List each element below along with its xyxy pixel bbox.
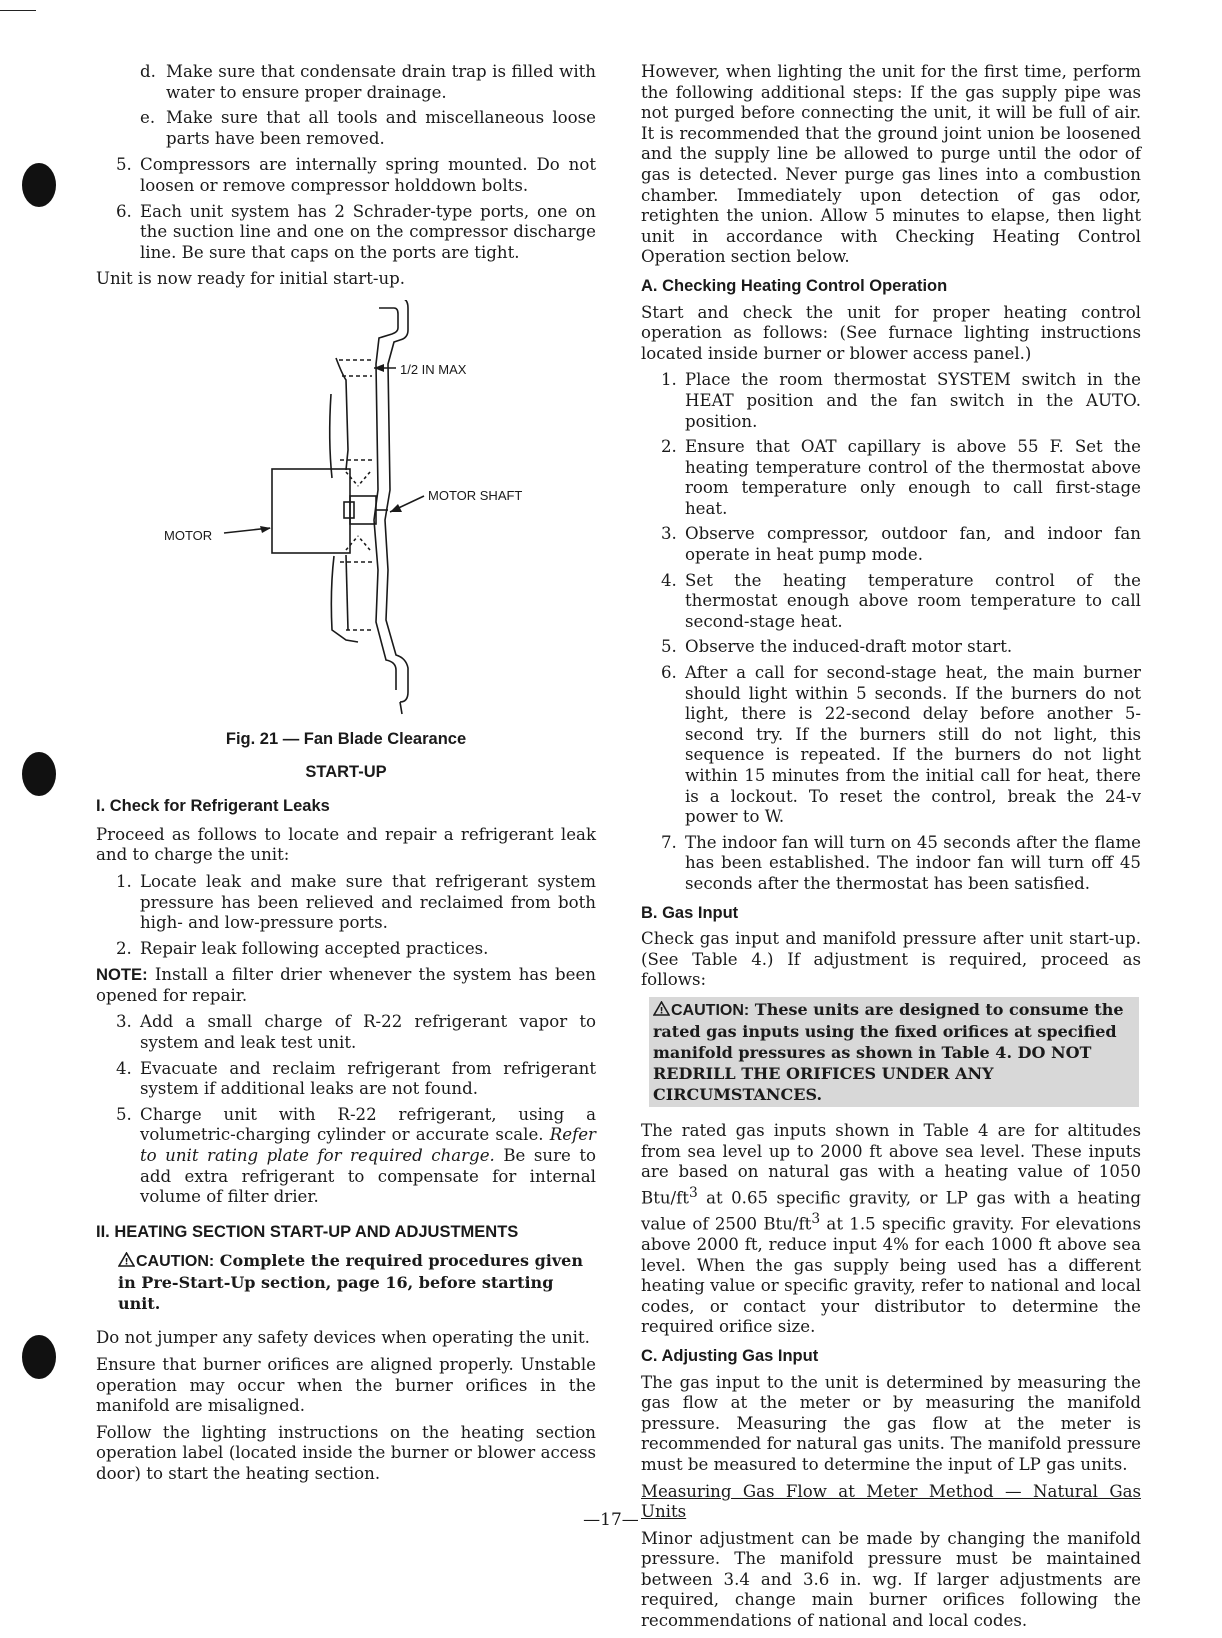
list-item: e. Make sure that all tools and miscellaneous loose parts have been removed.: [140, 108, 596, 148]
heating-paragraph: Ensure that burner orifices are aligned properly. Unstable operation may occur when the burner orifices in the manifold are misaligned.: [96, 1355, 596, 1416]
heating-paragraph: Do not jumper any safety devices when operating the unit.: [96, 1328, 590, 1348]
punch-hole-top: [22, 163, 56, 207]
top-rule-mark: [0, 10, 36, 11]
heating-control-intro: Start and check the unit for proper heating control operation as follows: (See furnace lighting instructions located inside burner or blower access panel.): [641, 302, 1141, 363]
ready-text: Unit is now ready for initial start-up.: [96, 269, 406, 289]
note-paragraph: NOTE: Install a filter drier whenever the system has been opened for repair.: [96, 965, 596, 1005]
clearance-label: 1/2 IN MAX: [400, 361, 467, 377]
lighting-intro: However, when lighting the unit for the first time, perform the following additional steps: If the gas supply pipe was not purged before connecting the unit, it will be full of air. It is recommended that the ground joint union be loosened and the supply line be allowed to purge until the odor of gas is detected. Never purge gas lines into a combustion chamber. Immediately upon detection of gas odor, retighten the union. Allow 5 minutes to elapse, then light unit in accordance with Checking Heating Control Operation section below.: [641, 62, 1141, 267]
caution-box-prestart: ! CAUTION: Complete the required procedures given in Pre-Start-Up section, page 16, before starting unit.: [118, 1251, 583, 1314]
section-heading-heating-control: A. Checking Heating Control Operation: [641, 276, 948, 295]
list-item: 4. Set the heating temperature control of the thermostat enough above room temperature to call second-stage heat.: [661, 570, 1141, 631]
motor-label: MOTOR: [164, 527, 213, 543]
list-item: 7. The indoor fan will turn on 45 seconds after the flame has been established. The indoor fan will turn off 45 seconds after the thermostat has been satisfied.: [661, 832, 1141, 893]
left-column: [96, 62, 596, 1491]
list-item: 3. Observe compressor, outdoor fan, and indoor fan operate in heat pump mode.: [661, 524, 1141, 565]
gas-input-intro: Check gas input and manifold pressure after unit start-up. (See Table 4.) If adjustment is required, proceed as follows:: [641, 929, 1141, 990]
list-item: d. Make sure that condensate drain trap is filled with water to ensure proper drainage.: [140, 62, 596, 102]
punch-hole-bottom: [22, 1335, 56, 1379]
list-item: 5. Observe the induced-draft motor start.: [661, 637, 1013, 657]
list-item: 6. Each unit system has 2 Schrader-type ports, one on the suction line and one on the compressor discharge line. Be sure that caps on the ports are tight.: [116, 201, 596, 262]
caution-box-orifices: ! CAUTION: These units are designed to consume the rated gas inputs using the fixed orifices at specified manifold pressures as shown in Table 4. DO NOT REDRILL THE ORIFICES UNDER ANY CIRCUMSTANCES.: [649, 997, 1139, 1107]
section-heading-leaks: I. Check for Refrigerant Leaks: [96, 797, 330, 816]
fan-blade-diagram: [96, 300, 596, 725]
motor-shaft-label: MOTOR SHAFT: [428, 487, 523, 503]
list-item: 4. Evacuate and reclaim refrigerant from refrigerant system if additional leaks are not found.: [116, 1058, 596, 1099]
checklist-substeps: [96, 62, 596, 149]
rated-gas-paragraph: The rated gas inputs shown in Table 4 are for altitudes from sea level up to 2000 ft above sea level. These inputs are based on natural gas with a heating value of 1050 Btu/$ft^3$ at 0.65 specific gravity, or LP gas with a heating value of 2500 Btu/$ft^3$ at 1.5 specific gravity. For elevations above 2000 ft, reduce input 4% for each 1000 ft above sea level. When the gas supply being used has a different heating value or specific gravity, refer to national and local codes, or contact your distributor to determine the required orifice size.: [641, 1120, 1141, 1337]
right-column: [641, 62, 1141, 1638]
leak-steps-a: [96, 872, 596, 959]
list-item: 1. Locate leak and make sure that refrigerant system pressure has been relieved and reclaimed from both high- and low-pressure ports.: [116, 871, 596, 933]
heating-control-steps: [641, 370, 1141, 894]
heating-paragraph: Follow the lighting instructions on the heating section operation label (located inside the burner or blower access door) to start the heating section.: [96, 1422, 596, 1483]
fan-blade-figure: [96, 300, 596, 725]
figure-caption: Fig. 21 — Fan Blade Clearance: [225, 729, 467, 748]
list-item: 2. Repair leak following accepted practices.: [116, 938, 489, 958]
checklist-steps: [96, 155, 596, 263]
warning-triangle-icon: [118, 1252, 135, 1267]
leak-steps-b: [96, 1012, 596, 1207]
list-item: 5. Charge unit with R-22 refrigerant, using a volumetric-charging cylinder or accurate scale. Refer to unit rating plate for required charge. Be sure to add extra refrigerant to compensate for internal volume of filter drier.: [116, 1104, 596, 1207]
list-item: 6. After a call for second-stage heat, the main burner should light within 5 seconds. If the burners do not light, there is 22-second delay before another 5-second try. If the burners still do not light, this sequence is repeated. If the burners do not light within 15 minutes from the initial call for heat, there is a lockout. To reset the control, break the 24-v power to W.: [661, 663, 1141, 827]
list-item: 3. Add a small charge of R-22 refrigerant vapor to system and leak test unit.: [116, 1012, 596, 1053]
list-item: 2. Ensure that OAT capillary is above 55 F. Set the heating temperature control of the thermostat above room temperature only enough to call first-stage heat.: [661, 437, 1141, 518]
svg-text:!: !: [124, 1257, 129, 1268]
method-heading: Measuring Gas Flow at Meter Method — Natural Gas Units: [641, 1481, 1141, 1522]
section-heading-adjusting: C. Adjusting Gas Input: [641, 1346, 819, 1365]
startup-heading: START-UP: [305, 762, 387, 781]
punch-hole-middle: [22, 752, 56, 796]
section-heading-gas-input: B. Gas Input: [641, 903, 739, 922]
svg-text:!: !: [659, 1006, 664, 1016]
page-number: —17—: [583, 1510, 639, 1530]
leaks-intro: Proceed as follows to locate and repair a refrigerant leak and to charge the unit:: [96, 824, 596, 865]
list-item: 5. Compressors are internally spring mounted. Do not loosen or remove compressor holddown bolts.: [116, 155, 596, 195]
section-heading-heating: II. HEATING SECTION START-UP AND ADJUSTMENTS: [96, 1222, 519, 1241]
warning-triangle-icon: [653, 1001, 670, 1016]
method-paragraph: Minor adjustment can be made by changing the manifold pressure. The manifold pressure must be maintained between 3.4 and 3.6 in. wg. If larger adjustments are required, change main burner orifices following the recommendations of national and local codes.: [641, 1528, 1141, 1631]
list-item: 1. Place the room thermostat SYSTEM switch in the HEAT position and the fan switch in the AUTO. position.: [661, 370, 1141, 431]
adjusting-intro: The gas input to the unit is determined by measuring the gas flow at the meter or by measuring the manifold pressure. Measuring the gas flow at the meter is recommended for natural gas units. The manifold pressure must be measured to determine the input of LP gas units.: [641, 1372, 1141, 1474]
